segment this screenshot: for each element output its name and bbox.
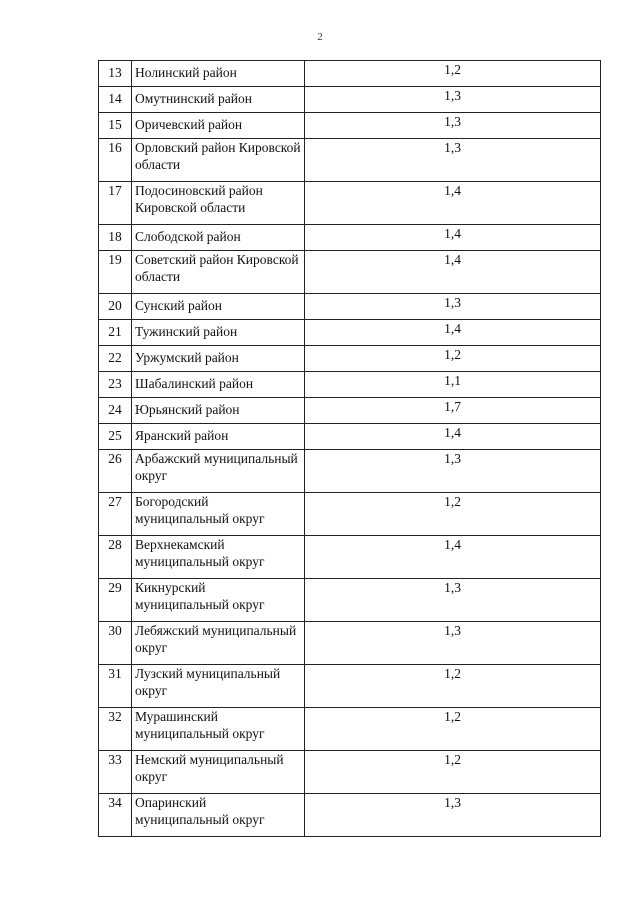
row-number: 13 (99, 61, 132, 87)
table-row (99, 182, 601, 225)
table-row (99, 708, 601, 751)
row-number: 34 (99, 794, 132, 837)
row-number: 33 (99, 751, 132, 794)
table-row (99, 61, 601, 87)
district-name: Лебяжский муниципальный округ (132, 622, 305, 665)
coefficient-value: 1,2 (305, 751, 601, 794)
row-number: 25 (99, 424, 132, 450)
coefficient-value: 1,4 (305, 424, 601, 450)
district-name: Слободской район (132, 225, 305, 251)
table-row (99, 87, 601, 113)
coefficient-value: 1,3 (305, 87, 601, 113)
coefficient-value: 1,3 (305, 139, 601, 182)
coefficient-value: 1,4 (305, 225, 601, 251)
table-row (99, 493, 601, 536)
row-number: 27 (99, 493, 132, 536)
table-row (99, 536, 601, 579)
table-row (99, 450, 601, 493)
district-name: Тужинский район (132, 320, 305, 346)
district-name: Омутнинский район (132, 87, 305, 113)
district-name: Опаринский муниципальный округ (132, 794, 305, 837)
district-name: Богородский муниципальный округ (132, 493, 305, 536)
table-row (99, 579, 601, 622)
coefficient-value: 1,4 (305, 536, 601, 579)
row-number: 17 (99, 182, 132, 225)
table-row (99, 622, 601, 665)
row-number: 32 (99, 708, 132, 751)
district-name: Арбажский муниципальный округ (132, 450, 305, 493)
table-body (99, 61, 601, 837)
coefficient-value: 1,2 (305, 665, 601, 708)
table-row (99, 320, 601, 346)
coefficient-value: 1,7 (305, 398, 601, 424)
coefficient-value: 1,4 (305, 320, 601, 346)
coefficient-value: 1,4 (305, 182, 601, 225)
district-name: Советский район Кировской области (132, 251, 305, 294)
coefficient-value: 1,2 (305, 61, 601, 87)
row-number: 28 (99, 536, 132, 579)
table-row (99, 665, 601, 708)
table-row (99, 346, 601, 372)
district-name: Юрьянский район (132, 398, 305, 424)
district-name: Лузский муниципальный округ (132, 665, 305, 708)
table-row (99, 751, 601, 794)
table-row (99, 113, 601, 139)
row-number: 24 (99, 398, 132, 424)
table-row (99, 251, 601, 294)
row-number: 29 (99, 579, 132, 622)
district-name: Нолинский район (132, 61, 305, 87)
district-name: Подосиновский район Кировской области (132, 182, 305, 225)
district-name: Яранский район (132, 424, 305, 450)
table-row (99, 794, 601, 837)
row-number: 14 (99, 87, 132, 113)
district-name: Оричевский район (132, 113, 305, 139)
row-number: 21 (99, 320, 132, 346)
row-number: 20 (99, 294, 132, 320)
table-row (99, 398, 601, 424)
coefficient-value: 1,2 (305, 346, 601, 372)
district-name: Немский муниципальный округ (132, 751, 305, 794)
row-number: 26 (99, 450, 132, 493)
table-row (99, 139, 601, 182)
row-number: 16 (99, 139, 132, 182)
table-row (99, 225, 601, 251)
coefficient-value: 1,3 (305, 294, 601, 320)
row-number: 18 (99, 225, 132, 251)
coefficient-value: 1,3 (305, 450, 601, 493)
table-row (99, 294, 601, 320)
row-number: 22 (99, 346, 132, 372)
district-name: Мурашинский муниципальный округ (132, 708, 305, 751)
district-name: Верхнекамский муниципальный округ (132, 536, 305, 579)
district-name: Уржумский район (132, 346, 305, 372)
coefficient-value: 1,2 (305, 493, 601, 536)
table-row (99, 372, 601, 398)
coefficient-value: 1,3 (305, 113, 601, 139)
page-number: 2 (317, 31, 323, 43)
district-name: Шабалинский район (132, 372, 305, 398)
row-number: 15 (99, 113, 132, 139)
coefficient-table (98, 60, 601, 837)
table-row (99, 424, 601, 450)
row-number: 23 (99, 372, 132, 398)
coefficient-value: 1,3 (305, 579, 601, 622)
district-name: Кикнурский муниципальный округ (132, 579, 305, 622)
coefficient-value: 1,3 (305, 622, 601, 665)
row-number: 19 (99, 251, 132, 294)
coefficient-value: 1,4 (305, 251, 601, 294)
row-number: 31 (99, 665, 132, 708)
coefficient-value: 1,1 (305, 372, 601, 398)
coefficient-value: 1,2 (305, 708, 601, 751)
district-name: Орловский район Кировской области (132, 139, 305, 182)
coefficient-value: 1,3 (305, 794, 601, 837)
row-number: 30 (99, 622, 132, 665)
district-name: Сунский район (132, 294, 305, 320)
